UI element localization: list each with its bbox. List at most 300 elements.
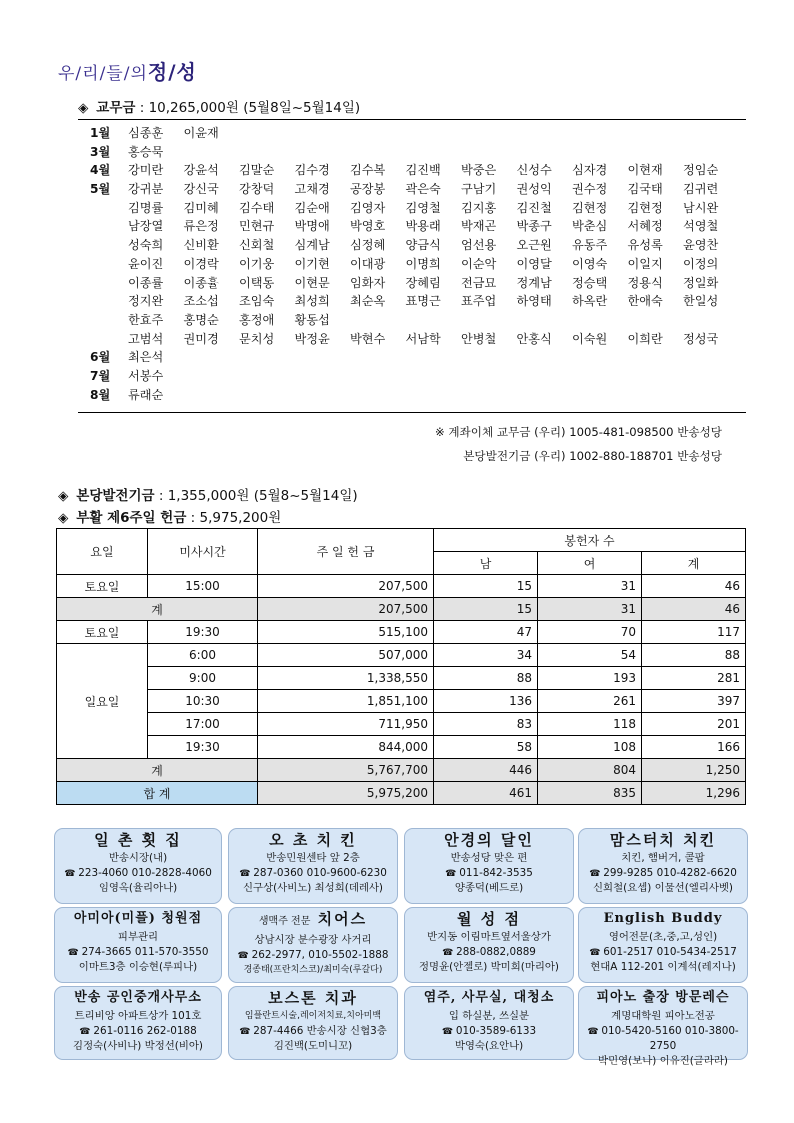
cell-total: 117: [642, 621, 746, 644]
donor-row: [90, 274, 740, 293]
cell-total: 46: [642, 575, 746, 598]
ad-owner: 김진백(도미니꼬): [273, 1040, 353, 1052]
donor-row: [90, 348, 740, 367]
cell-male: 47: [434, 621, 538, 644]
donor-row: [90, 330, 740, 349]
ad-address: 반송성당 맞은 편: [450, 852, 528, 864]
donor-name: 신비환: [183, 238, 219, 253]
month-label: 7월: [90, 368, 111, 383]
donor-name: 김영철: [405, 200, 441, 215]
donor-row: [90, 236, 740, 255]
cell-male: 88: [434, 667, 538, 690]
ad-card: [578, 828, 748, 904]
donor-name: 강창덕: [239, 182, 275, 197]
ad-name: 일 촌 횟 집: [94, 831, 182, 849]
donor-name: 최성희: [294, 294, 330, 309]
cell-time: 19:30: [148, 736, 258, 759]
donor-name: 박영호: [350, 219, 386, 234]
ad-address: 트리비앙 아파트상가 101호: [74, 1010, 202, 1022]
donor-name: 정지완: [128, 294, 164, 309]
donor-name: 이정의: [683, 256, 719, 271]
cell-label: 합 계: [57, 782, 258, 805]
ad-card: [54, 986, 222, 1060]
ad-owner: 박영숙(요안나): [454, 1040, 524, 1052]
donor-name: 이명희: [405, 256, 441, 271]
ad-card: [54, 907, 222, 983]
donor-names: [128, 367, 184, 384]
donor-name: 김순애: [294, 200, 330, 215]
ad-card: [404, 986, 574, 1060]
school-fee-period: (5월8일~5월14일): [243, 100, 361, 116]
donor-name: 권성익: [516, 182, 552, 197]
donor-name: 심자경: [572, 163, 608, 178]
donor-name: 김지홍: [461, 200, 497, 215]
donor-row: [90, 143, 740, 162]
donor-names: [128, 124, 239, 141]
table-row: [57, 667, 746, 690]
ad-address: 상남시장 분수광장 사거리: [254, 934, 372, 946]
donor-name: 홍승묵: [128, 144, 164, 159]
title-text: 우/리/들/의: [58, 64, 148, 84]
cell-time: 10:30: [148, 690, 258, 713]
donor-names: [128, 161, 739, 178]
cell-amount: 5,767,700: [258, 759, 434, 782]
donor-name: 양금식: [405, 238, 441, 253]
header-time: 미사시간: [148, 529, 258, 575]
ad-tagline: 생맥주 전문: [258, 916, 311, 927]
cell-female: 835: [538, 782, 642, 805]
cell-female: 70: [538, 621, 642, 644]
donor-name: 윤이진: [128, 256, 164, 271]
donor-name: 서혜정: [627, 219, 663, 234]
month-label: 5월: [90, 182, 111, 197]
dev-fund-label: 본당발전기금: [76, 488, 155, 504]
donor-name: 민현규: [239, 219, 275, 234]
donor-names: [128, 330, 739, 347]
donor-names: [128, 255, 739, 272]
ad-address: 피부관리: [117, 931, 159, 943]
donor-name: 황동섭: [294, 312, 330, 327]
ad-address: 계명대학원 피아노전공: [611, 1010, 715, 1022]
cell-amount: 844,000: [258, 736, 434, 759]
ad-name: 아미아(미플) 청원점: [73, 911, 203, 926]
donor-name: 남장열: [128, 219, 164, 234]
donor-name: 김진철: [516, 200, 552, 215]
cell-male: 58: [434, 736, 538, 759]
donor-name: 권미경: [183, 331, 219, 346]
donor-name: 이기현: [294, 256, 330, 271]
donor-row: [90, 217, 740, 236]
cell-male: 15: [434, 575, 538, 598]
donor-name: 김미혜: [183, 200, 219, 215]
offering-table: [56, 528, 746, 805]
donor-name: 이순악: [461, 256, 497, 271]
ad-card: [54, 828, 222, 904]
donor-name: 정임순: [683, 163, 719, 178]
donor-name: 서봉수: [128, 368, 164, 383]
donor-name: 오근원: [516, 238, 552, 253]
donor-name: 이윤재: [183, 126, 219, 140]
donor-name: 고범석: [128, 331, 164, 346]
donor-name: 김국태: [627, 182, 663, 197]
divider: [78, 412, 746, 413]
donor-list: [90, 124, 740, 404]
donor-name: 한일성: [683, 294, 719, 309]
donor-name: 이숙원: [572, 331, 608, 346]
header-total: 계: [642, 552, 746, 575]
donor-name: 김영자: [350, 200, 386, 215]
donor-name: 최순옥: [350, 294, 386, 309]
table-row: [57, 690, 746, 713]
dev-fund-heading: ◈ 본당발전기금 : 1,355,000원 (5월8~5월14일): [58, 488, 358, 504]
ad-card: [228, 986, 398, 1060]
cell-amount: 5,975,200: [258, 782, 434, 805]
donor-names: [128, 143, 184, 160]
donor-name: 김수경: [294, 163, 330, 178]
table-row: [57, 736, 746, 759]
ad-owner: 신구상(사비노) 최성희(데레사): [243, 882, 383, 894]
ad-phone: ☎ 010-3589-6133: [405, 1024, 573, 1040]
donor-names: [128, 180, 739, 197]
donor-name: 이영숙: [572, 256, 608, 271]
cell-male: 461: [434, 782, 538, 805]
ad-owner: 양종덕(베드로): [454, 882, 524, 894]
header-female: 여: [538, 552, 642, 575]
donor-name: 전금묘: [461, 275, 497, 290]
donor-name: 박종구: [516, 219, 552, 234]
donor-name: 심정혜: [350, 238, 386, 253]
ad-card: [404, 907, 574, 983]
cell-day: 토요일: [57, 621, 148, 644]
donor-name: 안병철: [461, 331, 497, 346]
ad-phone: ☎ 223-4060 010-2828-4060: [55, 866, 221, 882]
table-header-row: [57, 529, 746, 552]
donor-name: 한애숙: [627, 294, 663, 309]
donor-name: 정계남: [516, 275, 552, 290]
header-male: 남: [434, 552, 538, 575]
cell-female: 31: [538, 575, 642, 598]
diamond-bullet-icon: ◈: [78, 100, 89, 116]
month-label: 8월: [90, 387, 111, 402]
month-label: 6월: [90, 350, 111, 365]
donor-name: 성숙희: [128, 238, 164, 253]
donor-names: [128, 386, 184, 403]
donor-name: 이택동: [239, 275, 275, 290]
offering-amount: 5,975,200원: [199, 510, 282, 526]
ad-name: 안경의 달인: [444, 831, 534, 849]
cell-total: 88: [642, 644, 746, 667]
donor-row: [90, 161, 740, 180]
ad-owner: 박민영(보나) 이유진(글라라): [598, 1054, 728, 1067]
cell-total: 1,250: [642, 759, 746, 782]
ad-owner: 신희철(요셉) 이물선(엘리사벳): [593, 882, 733, 894]
cell-time: 19:30: [148, 621, 258, 644]
donor-name: 신회철: [239, 238, 275, 253]
cell-total: 166: [642, 736, 746, 759]
donor-name: 박춘심: [572, 219, 608, 234]
donor-name: 김수복: [350, 163, 386, 178]
donor-name: 유동주: [572, 238, 608, 253]
ad-phone: ☎ 288-0882,0889: [405, 945, 573, 961]
ad-phone: ☎ 287-0360 010-9600-6230: [229, 866, 397, 882]
donor-row: [90, 180, 740, 199]
month-label: 4월: [90, 163, 111, 178]
donor-names: [128, 236, 739, 253]
donor-name: 곽은숙: [405, 182, 441, 197]
donor-name: 이기웅: [239, 256, 275, 271]
ad-address: 치킨, 햄버거, 콜팝: [621, 852, 705, 864]
donor-name: 윤영찬: [683, 238, 719, 253]
donor-name: 이현재: [627, 163, 663, 178]
cell-total: 281: [642, 667, 746, 690]
ad-owner: 김정숙(사비나) 박정선(비아): [73, 1040, 203, 1052]
donor-name: 석영철: [683, 219, 719, 234]
donor-name: 김현정: [572, 200, 608, 215]
donor-names: [128, 274, 739, 291]
donor-name: 박재곤: [461, 219, 497, 234]
donor-row: [90, 292, 740, 311]
account-info-line1: ※ 계좌이체 교무금 (우리) 1005-481-098500 반송성당: [434, 425, 722, 439]
donor-name: 김귀련: [683, 182, 719, 197]
ad-address: 반송시장(내): [108, 852, 168, 864]
donor-name: 임화자: [350, 275, 386, 290]
donor-name: 김말순: [239, 163, 275, 178]
cell-day: 일요일: [57, 644, 148, 759]
donor-name: 정승택: [572, 275, 608, 290]
donor-name: 한효주: [128, 312, 164, 327]
ad-phone: ☎ 601-2517 010-5434-2517: [579, 945, 747, 961]
donor-name: 정용식: [627, 275, 663, 290]
offering-heading: ◈ 부활 제6주일 헌금 : 5,975,200원: [58, 510, 282, 526]
donor-row: [90, 386, 740, 405]
ad-address: 반송민원센타 앞 2층: [266, 852, 360, 864]
donor-name: 김수태: [239, 200, 275, 215]
ad-phone: ☎ 261-0116 262-0188: [55, 1024, 221, 1040]
donor-name: 이종률: [128, 275, 164, 290]
ad-phone: ☎ 262-2977, 010-5502-1888: [229, 948, 397, 964]
donor-name: 김명률: [128, 200, 164, 215]
diamond-bullet-icon: ◈: [58, 510, 69, 526]
ad-card: [578, 907, 748, 983]
ad-name: 피아노 출장 방문레슨: [596, 990, 730, 1005]
donor-name: 박용래: [405, 219, 441, 234]
cell-day: 토요일: [57, 575, 148, 598]
subtotal-row: [57, 759, 746, 782]
title-emphasis: 정/성: [147, 60, 197, 84]
month-label: 3월: [90, 144, 111, 159]
ad-card: [228, 907, 398, 983]
donor-name: 강미란: [128, 163, 164, 178]
donor-name: 하옥란: [572, 294, 608, 309]
cell-amount: 1,851,100: [258, 690, 434, 713]
page-title: [58, 56, 197, 85]
subtotal-row: [57, 598, 746, 621]
dev-fund-period: (5월8~5월14일): [253, 488, 358, 504]
donor-name: 이일지: [627, 256, 663, 271]
cell-female: 31: [538, 598, 642, 621]
offering-label: 부활 제6주일 헌금: [76, 510, 187, 526]
ad-phone: ☎ 274-3665 011-570-3550: [55, 945, 221, 961]
donor-name: 최은석: [128, 350, 164, 365]
donor-name: 표주업: [461, 294, 497, 309]
donor-name: 이종휼: [183, 275, 219, 290]
ad-owner: 경종태(프란치스코)/최미숙(루갈다): [243, 965, 383, 975]
cell-time: 6:00: [148, 644, 258, 667]
donor-name: 장혜림: [405, 275, 441, 290]
donor-names: [128, 217, 739, 234]
ad-owner: 임영옥(율리아나): [98, 882, 178, 894]
donor-name: 박현수: [350, 331, 386, 346]
donor-name: 박중은: [461, 163, 497, 178]
ad-name: 반송 공인중개사무소: [74, 990, 202, 1005]
donor-name: 심계남: [294, 238, 330, 253]
donor-name: 신성수: [516, 163, 552, 178]
ad-address: 입 하실분, 쓰실분: [448, 1010, 530, 1022]
header-donors: 봉헌자 수: [434, 529, 746, 552]
donor-name: 강윤석: [183, 163, 219, 178]
cell-female: 108: [538, 736, 642, 759]
ad-phone: ☎ 287-4466 반송시장 신협3층: [229, 1024, 397, 1040]
ad-phone: ☎ 010-5420-5160 010-3800-2750: [579, 1024, 747, 1054]
cell-male: 83: [434, 713, 538, 736]
donor-name: 김현정: [627, 200, 663, 215]
donor-name: 류은정: [183, 219, 219, 234]
grand-total-row: [57, 782, 746, 805]
donor-name: 하영태: [516, 294, 552, 309]
cell-female: 193: [538, 667, 642, 690]
cell-total: 1,296: [642, 782, 746, 805]
month-label: 1월: [90, 126, 111, 140]
donor-name: 서남학: [405, 331, 441, 346]
ad-address: 영어전문(초,중,고,성인): [608, 931, 718, 943]
cell-total: 397: [642, 690, 746, 713]
ad-name: 월 성 점: [457, 910, 521, 928]
ad-phone: ☎ 011-842-3535: [405, 866, 573, 882]
donor-name: 문치성: [239, 331, 275, 346]
donor-name: 이영달: [516, 256, 552, 271]
table-row: [57, 713, 746, 736]
ad-address: 반지동 이림마트옆서울상가: [427, 931, 551, 943]
donor-name: 엄선용: [461, 238, 497, 253]
header-amount: 주 일 헌 금: [258, 529, 434, 575]
donor-name: 권수정: [572, 182, 608, 197]
donor-name: 박명애: [294, 219, 330, 234]
ad-name: 치어스: [317, 910, 368, 928]
cell-label: 계: [57, 759, 258, 782]
donor-name: 안홍식: [516, 331, 552, 346]
ad-name: 오 초 치 킨: [269, 831, 357, 849]
donor-name: 강귀분: [128, 182, 164, 197]
cell-female: 54: [538, 644, 642, 667]
donor-names: [128, 348, 184, 365]
donor-name: 유성록: [627, 238, 663, 253]
donor-name: 김진백: [405, 163, 441, 178]
ad-owner: 이마트3층 이승현(루피나): [78, 961, 198, 973]
donor-row: [90, 367, 740, 386]
cell-amount: 507,000: [258, 644, 434, 667]
cell-amount: 515,100: [258, 621, 434, 644]
account-info-line2: 본당발전기금 (우리) 1002-880-188701 반송성당: [463, 449, 722, 463]
ad-card: [578, 986, 748, 1067]
ad-name: 보스톤 치과: [268, 989, 358, 1007]
donor-name: 이대광: [350, 256, 386, 271]
ad-name: 염주, 사무실, 대청소: [423, 990, 555, 1005]
table-row: [57, 621, 746, 644]
divider: [78, 119, 746, 120]
school-fee-heading: ◈ 교무금 : 10,265,000원 (5월8일~5월14일): [78, 100, 361, 116]
table-row: [57, 644, 746, 667]
donor-name: 이경락: [183, 256, 219, 271]
ad-owner: 현대A 112-201 이계석(레지나): [590, 961, 736, 973]
donor-name: 고채경: [294, 182, 330, 197]
cell-label: 계: [57, 598, 258, 621]
ad-address: 임플란트시술,레이저치료,치아미백: [244, 1011, 382, 1021]
cell-female: 804: [538, 759, 642, 782]
donor-row: [90, 199, 740, 218]
cell-amount: 207,500: [258, 575, 434, 598]
school-fee-amount: 10,265,000원: [148, 100, 239, 116]
ad-phone: ☎ 299-9285 010-4282-6620: [579, 866, 747, 882]
cell-female: 118: [538, 713, 642, 736]
donor-name: 박정윤: [294, 331, 330, 346]
ad-owner: 정명윤(안젤로) 박미희(마리아): [419, 961, 559, 973]
cell-amount: 711,950: [258, 713, 434, 736]
donor-name: 홍정애: [239, 312, 275, 327]
header-day: 요일: [57, 529, 148, 575]
cell-male: 34: [434, 644, 538, 667]
donor-name: 정일화: [683, 275, 719, 290]
cell-male: 15: [434, 598, 538, 621]
donor-name: 정성국: [683, 331, 719, 346]
donor-name: 이현문: [294, 275, 330, 290]
ad-card: [404, 828, 574, 904]
donor-row: [90, 124, 740, 143]
diamond-bullet-icon: ◈: [58, 488, 69, 504]
cell-time: 9:00: [148, 667, 258, 690]
donor-name: 조임숙: [239, 294, 275, 309]
donor-name: 강신국: [183, 182, 219, 197]
donor-name: 심종훈: [128, 126, 164, 140]
cell-male: 136: [434, 690, 538, 713]
donor-row: [90, 311, 740, 330]
donor-names: [128, 311, 350, 328]
donor-name: 공장봉: [350, 182, 386, 197]
ad-card: [228, 828, 398, 904]
ad-name: English Buddy: [603, 911, 723, 926]
donor-name: 홍명순: [183, 312, 219, 327]
donor-name: 이희란: [627, 331, 663, 346]
cell-amount: 207,500: [258, 598, 434, 621]
donor-names: [128, 292, 739, 309]
cell-time: 17:00: [148, 713, 258, 736]
cell-total: 201: [642, 713, 746, 736]
ad-name: 맘스터치 치킨: [609, 831, 717, 849]
donor-name: 구남기: [461, 182, 497, 197]
cell-male: 446: [434, 759, 538, 782]
cell-total: 46: [642, 598, 746, 621]
cell-time: 15:00: [148, 575, 258, 598]
dev-fund-amount: 1,355,000원: [167, 488, 250, 504]
donor-names: [128, 199, 739, 216]
donor-name: 류래순: [128, 387, 164, 402]
school-fee-label: 교무금: [96, 100, 136, 116]
donor-name: 조소섭: [183, 294, 219, 309]
cell-female: 261: [538, 690, 642, 713]
donor-name: 표명근: [405, 294, 441, 309]
donor-row: [90, 255, 740, 274]
table-row: [57, 575, 746, 598]
donor-name: 남시완: [683, 200, 719, 215]
